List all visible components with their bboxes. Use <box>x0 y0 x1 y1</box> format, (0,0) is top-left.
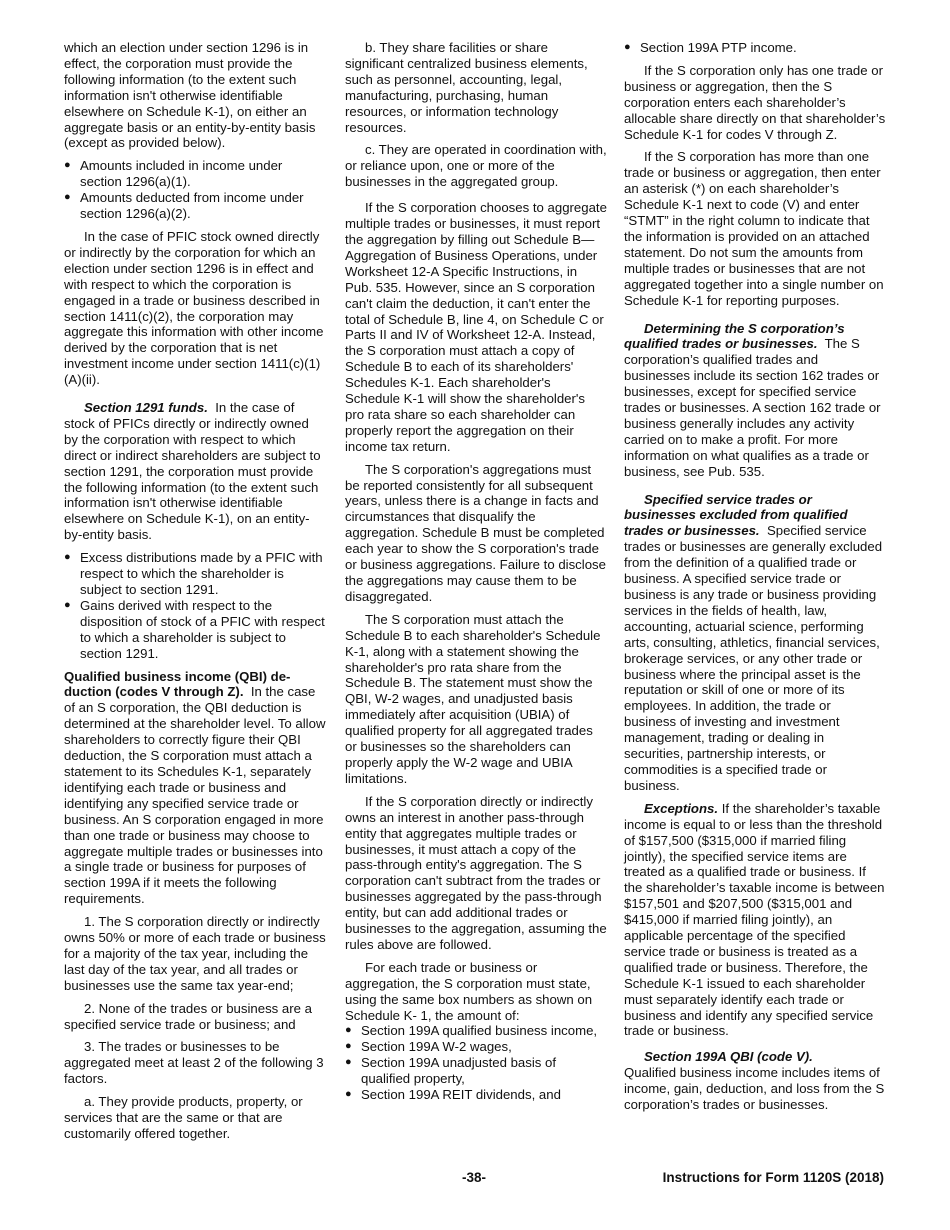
paragraph: If the S corporation chooses to aggregate multiple trades or businesses, it must report the aggregation by filling out Schedule B—Aggregation of Business Operations, under Worksheet 12-A Specific Instructions, in Pub. 535. However, since an S corporation can't claim the deduction, it can't enter the total of Schedule B, line 4, on Schedule C or Parts II and IV of Worksheet 12-A. Instead, the S corporation must attach a copy of Schedule B to each of its shareholders' Schedules K-1. Each shareholder's Schedule K-1 will show the shareholder's pro rata share so each shareholder can properly report the aggregation on their income tax return. <box>345 200 607 454</box>
section-heading: Exceptions. <box>644 800 719 816</box>
paragraph: Exceptions. If the shareholder’s taxable income is equal to or less than the threshold of $157,500 ($315,000 if married filing jointly), the specified service items are treated as a qualified trade or business. If the shareholder’s taxable income is between $157,501 and $207,500 ($315,001 and $415,000 if married filing jointly), an applicable percentage of the specified service trade or business is treated as a qualified trade or business. Therefore, the Schedule K-1 issued to each shareholder must separately identify each trade or business and identify any specified service trade or business. <box>624 800 885 1039</box>
bullet-item: ● Section 199A qualified business income, <box>345 1023 598 1039</box>
bullet-icon: ● <box>345 1024 352 1037</box>
bullet-item: ● Excess distributions made by a PFIC with respect to which the shareholder is subject to section 1291. <box>64 550 323 597</box>
bullet-item: ● Section 199A REIT dividends, and <box>345 1087 561 1103</box>
form-title: Instructions for Form 1120S (2018) <box>662 1170 884 1185</box>
paragraph: Determining the S corporation’s qualified trades or businesses. The S corporation’s qualified trades and businesses include its section 162 trades or businesses, except for specified service trades or businesses. A section 162 trade or business generally includes any activity carried on to make a profit. For more information on what qualifies as a trade or business, see Pub. 535. <box>624 320 881 479</box>
section-heading: Qualified business income (QBI) de-duction (codes V through Z). <box>64 668 291 700</box>
paragraph: In the case of PFIC stock owned directly or indirectly by the corporation for which an election under section 1296 is in effect and with respect to which the corporation is engaged in a trade or business described in section 1411(c)(2), the corporation may aggregate this information with other income derived by the corporation that is net investment income under section 1411(c)(1)(A)(ii). <box>64 228 324 388</box>
paragraph: Specified service trades or businesses excluded from qualified trades or businesses. Specified service trades or businesses are generally excluded from the definition of a qualified trade or business. A specified service trade or business is any trade or business providing services in the fields of health, law, accounting, actuarial science, performing arts, consulting, athletics, financial services, brokerage services, or any other trade or business where the principal asset is the reputation or skill of one or more of its employees. In addition, the trade or business of investing and investment management, trading or dealing in securities, partnership interests, or commodities is a specified trade or business. <box>624 491 883 793</box>
bullet-item: ● Amounts included in income under section 1296(a)(1). <box>64 158 283 190</box>
bullet-item: ● Amounts deducted from income under section 1296(a)(2). <box>64 190 304 222</box>
paragraph: Qualified business income includes items of income, gain, deduction, and loss from the S corporation’s trades or businesses. <box>624 1065 885 1113</box>
bullet-item: ● Section 199A unadjusted basis of qualified property, <box>345 1055 557 1087</box>
column-left <box>64 40 326 1149</box>
section-heading: Specified service trades or businesses excluded from qualified trades or businesses. <box>624 491 848 539</box>
bullet-item: ● Section 199A PTP income. <box>624 40 797 55</box>
paragraph: which an election under section 1296 is in effect, the corporation must provide the following information (to the extent such information isn't otherwise identifiable elsewhere on Schedule K-1), on either an aggregate basis or an entity-by-entity basis (except as provided below). <box>64 40 316 151</box>
bullet-item: ● Section 199A W-2 wages, <box>345 1039 512 1055</box>
list-item: 2. None of the trades or business are a specified service trade or business; and <box>64 1000 312 1032</box>
paragraph: If the S corporation only has one trade or business or aggregation, then the S corporation enters each shareholder’s allocable share directly on that shareholder’s Schedule K-1 for codes V through Z. <box>624 62 886 142</box>
bullet-icon: ● <box>64 191 71 204</box>
bullet-icon: ● <box>345 1040 352 1053</box>
section-heading: Section 1291 funds. <box>84 400 208 416</box>
page-number: -38- <box>462 1170 487 1185</box>
bullet-icon: ● <box>345 1088 352 1101</box>
paragraph: For each trade or business or aggregation, the S corporation must state, using the same box numbers as shown on Schedule K- 1, the amount of: <box>345 959 593 1023</box>
section-heading: Section 199A QBI (code V). <box>644 1049 813 1065</box>
bullet-item: ● Gains derived with respect to the disposition of stock of a PFIC with respect to which a shareholder is subject to section 1291. <box>64 597 325 661</box>
paragraph: The S corporation's aggregations must be reported consistently for all subsequent years, unless there is a change in facts and circumstances that disqualify the aggregation. Schedule B must be completed each year to show the S corporation's trade or business aggregations. Failure to disclose the aggregations may cause them to be disaggregated. <box>345 461 606 604</box>
bullet-icon: ● <box>64 598 71 611</box>
list-item: 1. The S corporation directly or indirectly owns 50% or more of each trade or business for a majority of the tax year, including the last day of the tax year, and all trades or businesses use the same tax year-end; <box>64 914 326 993</box>
paragraph: The S corporation must attach the Schedule B to each shareholder's Schedule K-1, along with a statement showing the shareholder's pro rata share from the Schedule B. The statement must show the QBI, W-2 wages, and unadjusted basis immediately after acquisition (UBIA) of qualified property for all aggregated trades or businesses so the shareholders can properly apply the W-2 wage and UBIA limitations. <box>345 611 601 786</box>
column-right <box>624 40 886 1120</box>
paragraph: Qualified business income (QBI) de-duction (codes V through Z). In the case of an S corporation, the QBI deduction is determined at the shareholder level. To allow shareholders to correctly figure their QBI deduction, the S corporation must attach a statement to its Schedules K-1, separately identifying each trade or business and identifying any specified service trade or business. An S corporation engaged in more than one trade or business may choose to aggregate multiple trades or businesses into a single trade or business for purposes of section 199A if it meets the following requirements. <box>64 668 326 907</box>
list-item: c. They are operated in coordination with, or reliance upon, one or more of the businesses in the aggregated group. <box>345 142 607 190</box>
bullet-icon: ● <box>64 551 71 564</box>
list-item: b. They share facilities or share significant centralized business elements, such as personnel, accounting, legal, manufacturing, purchasing, human resources, or information technology resources. <box>345 40 588 135</box>
bullet-icon: ● <box>345 1056 352 1069</box>
bullet-icon: ● <box>624 41 631 53</box>
paragraph: Section 1291 funds. In the case of stock of PFICs directly or indirectly owned by the corporation with respect to which direct or indirect shareholders are subject to section 1291, the corporation must provide the following information (to the extent such information isn't otherwise identifiable elsewhere on Schedule K-1), on an entity-by-entity basis. <box>64 400 321 543</box>
column-middle <box>345 40 607 1103</box>
bullet-icon: ● <box>64 159 71 172</box>
section-heading: Determining the S corporation’s qualified trades or businesses. <box>624 320 845 352</box>
paragraph: If the S corporation directly or indirectly owns an interest in another pass-through entity that aggregates multiple trades or businesses, it must attach a copy of the pass-through entity's aggregation. The S corporation can't subtract from the trades or businesses aggregated by the pass-through entity, but can add additional trades or businesses to the aggregation, assuming the rules above are followed. <box>345 793 607 952</box>
paragraph: If the S corporation has more than one trade or business or aggregation, then enter an asterisk (*) on each shareholder’s Schedule K-1 next to code (V) and enter “STMT” in the right column to indicate that the information is provided on an attached statement. Do not sum the amounts from multiple trades or businesses that are not aggregated together into a single number on Schedule K-1 for reporting purposes. <box>624 149 884 308</box>
list-item: a. They provide products, property, or services that are the same or that are customarily offered together. <box>64 1094 303 1141</box>
list-item: 3. The trades or businesses to be aggregated meet at least 2 of the following 3 factors. <box>64 1039 324 1087</box>
